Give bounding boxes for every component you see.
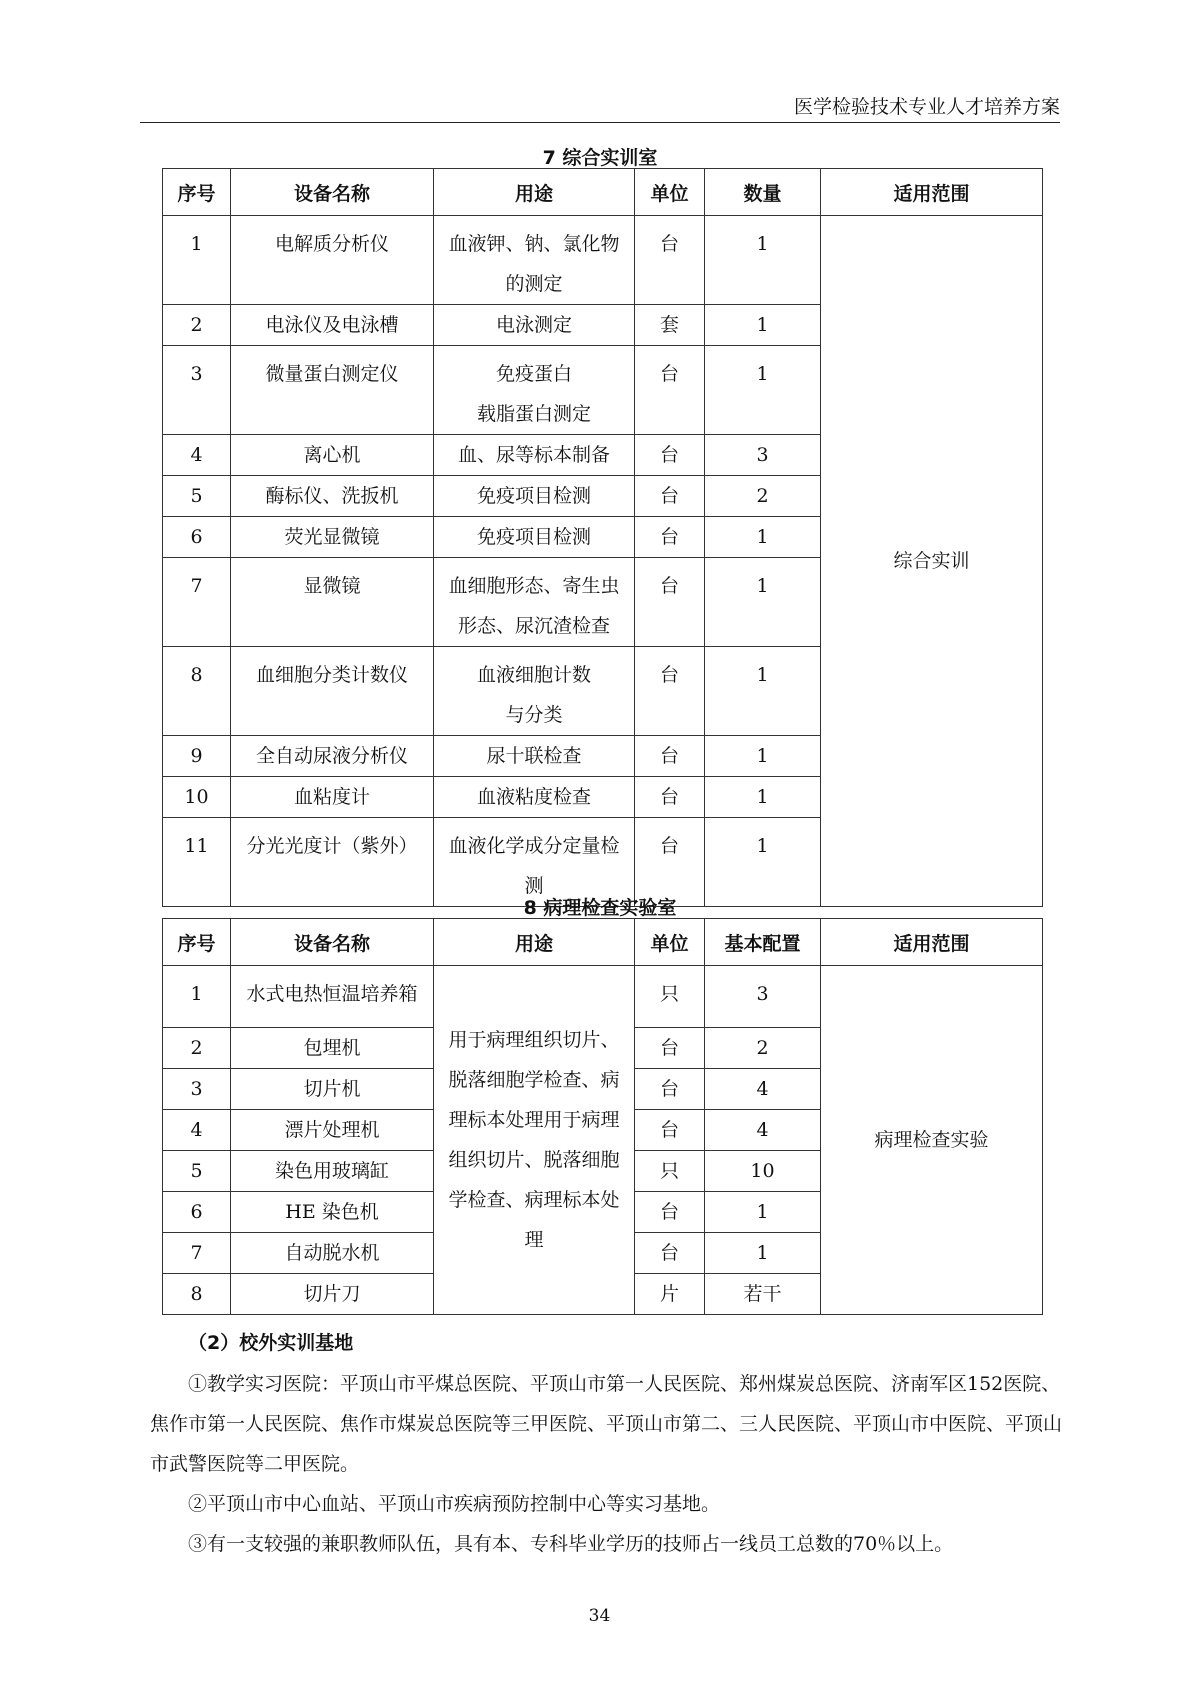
cell-use-line: 血液细胞计数 (476, 664, 591, 686)
cell-no: 7 (163, 558, 231, 647)
cell-no: 6 (163, 517, 231, 558)
cell-unit: 台 (635, 647, 705, 736)
col-header: 序号 (163, 169, 231, 216)
cell-name: 荧光显微镜 (231, 517, 434, 558)
cell-use: 免疫项目检测 (434, 476, 635, 517)
header-title: 医学检验技术专业人才培养方案 (793, 96, 1060, 118)
cell-no: 11 (163, 818, 231, 907)
cell-no: 7 (163, 1233, 231, 1274)
cell-qty: 1 (705, 216, 821, 305)
cell-qty: 1 (705, 647, 821, 736)
cell-unit: 台 (635, 1069, 705, 1110)
cell-use (434, 346, 635, 435)
col-header: 设备名称 (231, 169, 434, 216)
cell-use: 血液粘度检查 (434, 777, 635, 818)
section-heading: （2）校外实训基地 (188, 1332, 354, 1354)
table2-caption: 8 病理检查实验室 (523, 897, 677, 919)
cell-use: 血细胞形态、寄生虫形态、尿沉渣检查 (434, 558, 635, 647)
cell-qty: 2 (705, 1028, 821, 1069)
cell-use-line: 载脂蛋白测定 (476, 403, 591, 425)
cell-name: 全自动尿液分析仪 (231, 736, 434, 777)
cell-no: 2 (163, 305, 231, 346)
cell-no: 5 (163, 476, 231, 517)
cell-name: 自动脱水机 (231, 1233, 434, 1274)
cell-use: 免疫项目检测 (434, 517, 635, 558)
cell-no: 9 (163, 736, 231, 777)
cell-use-line: 免疫蛋白 (495, 363, 572, 385)
page-number: 34 (588, 1606, 611, 1626)
paragraph: ②平顶山市中心血站、平顶山市疾病预防控制中心等实习基地。 (188, 1493, 721, 1515)
cell-qty: 1 (705, 818, 821, 907)
cell-name: 微量蛋白测定仪 (231, 346, 434, 435)
cell-unit: 台 (635, 1233, 705, 1274)
cell-qty: 4 (705, 1069, 821, 1110)
cell-unit: 台 (635, 777, 705, 818)
col-header: 设备名称 (231, 919, 434, 966)
cell-no: 4 (163, 435, 231, 476)
cell-unit: 台 (635, 1192, 705, 1233)
cell-qty: 2 (705, 476, 821, 517)
cell-unit: 台 (635, 1028, 705, 1069)
cell-use: 血液化学成分定量检测 (434, 818, 635, 907)
cell-no: 3 (163, 346, 231, 435)
col-header: 适用范围 (821, 919, 1043, 966)
cell-no: 5 (163, 1151, 231, 1192)
cell-qty: 3 (705, 966, 821, 1028)
cell-name: 血细胞分类计数仪 (231, 647, 434, 736)
table2 (162, 918, 1043, 1315)
cell-qty: 1 (705, 346, 821, 435)
cell-unit: 套 (635, 305, 705, 346)
cell-name: 电解质分析仪 (231, 216, 434, 305)
col-header: 数量 (705, 169, 821, 216)
cell-name: 电泳仪及电泳槽 (231, 305, 434, 346)
cell-unit: 只 (635, 966, 705, 1028)
col-header: 适用范围 (821, 169, 1043, 216)
col-header: 单位 (635, 169, 705, 216)
paragraph: ③有一支较强的兼职教师队伍，具有本、专科毕业学历的技师占一线员工总数的70％以上。 (188, 1533, 954, 1555)
cell-name: 包埋机 (231, 1028, 434, 1069)
col-header: 用途 (434, 919, 635, 966)
cell-unit: 只 (635, 1151, 705, 1192)
cell-no: 8 (163, 1274, 231, 1315)
cell-name: 血粘度计 (231, 777, 434, 818)
cell-name: 显微镜 (231, 558, 434, 647)
cell-qty: 1 (705, 777, 821, 818)
cell-no: 1 (163, 216, 231, 305)
cell-name: 酶标仪、洗扳机 (231, 476, 434, 517)
table1-header-row (163, 169, 1043, 216)
cell-no: 4 (163, 1110, 231, 1151)
cell-qty: 1 (705, 736, 821, 777)
table-row (163, 216, 1043, 305)
cell-name: 切片机 (231, 1069, 434, 1110)
cell-no: 6 (163, 1192, 231, 1233)
cell-name: 切片刀 (231, 1274, 434, 1315)
col-header: 序号 (163, 919, 231, 966)
cell-no: 1 (163, 966, 231, 1028)
cell-name: HE 染色机 (231, 1192, 434, 1233)
cell-no: 2 (163, 1028, 231, 1069)
table1-caption: 7 综合实训室 (542, 147, 658, 169)
cell-name: 漂片处理机 (231, 1110, 434, 1151)
cell-use: 尿十联检查 (434, 736, 635, 777)
cell-name: 分光光度计（紫外） (231, 818, 434, 907)
cell-unit: 片 (635, 1274, 705, 1315)
cell-name: 染色用玻璃缸 (231, 1151, 434, 1192)
cell-name: 离心机 (231, 435, 434, 476)
table1 (162, 168, 1043, 907)
paragraph: ①教学实习医院：平顶山市平煤总医院、平顶山市第一人民医院、郑州煤炭总医院、济南军区152医院、焦作市第一人民医院、焦作市煤炭总医院等三甲医院、平顶山市第二、三人民医院、平顶山市中医院、平顶山市武警医院等二甲医院。 (150, 1373, 1063, 1475)
cell-unit: 台 (635, 346, 705, 435)
cell-unit: 台 (635, 435, 705, 476)
cell-unit: 台 (635, 1110, 705, 1151)
page-header (140, 92, 1060, 123)
cell-no: 10 (163, 777, 231, 818)
cell-use: 电泳测定 (434, 305, 635, 346)
cell-qty: 3 (705, 435, 821, 476)
col-header: 单位 (635, 919, 705, 966)
cell-use-merged: 用于病理组织切片、脱落细胞学检查、病理标本处理用于病理组织切片、脱落细胞学检查、病理标本处理 (434, 966, 635, 1315)
cell-qty: 10 (705, 1151, 821, 1192)
cell-qty: 若干 (705, 1274, 821, 1315)
table-row (163, 966, 1043, 1028)
col-header: 基本配置 (705, 919, 821, 966)
cell-unit: 台 (635, 818, 705, 907)
table2-header-row (163, 919, 1043, 966)
cell-use: 血、尿等标本制备 (434, 435, 635, 476)
cell-no: 3 (163, 1069, 231, 1110)
cell-scope: 病理检查实验 (821, 966, 1043, 1315)
cell-qty: 1 (705, 517, 821, 558)
cell-use: 血液钾、钠、氯化物的测定 (434, 216, 635, 305)
cell-no: 8 (163, 647, 231, 736)
cell-unit: 台 (635, 476, 705, 517)
cell-unit: 台 (635, 736, 705, 777)
cell-scope: 综合实训 (821, 216, 1043, 907)
col-header: 用途 (434, 169, 635, 216)
cell-use (434, 647, 635, 736)
cell-qty: 4 (705, 1110, 821, 1151)
cell-qty: 1 (705, 305, 821, 346)
cell-unit: 台 (635, 517, 705, 558)
cell-name: 水式电热恒温培养箱 (231, 966, 434, 1028)
cell-unit: 台 (635, 558, 705, 647)
cell-qty: 1 (705, 558, 821, 647)
cell-use-line: 与分类 (505, 704, 563, 726)
cell-qty: 1 (705, 1192, 821, 1233)
cell-unit: 台 (635, 216, 705, 305)
cell-qty: 1 (705, 1233, 821, 1274)
